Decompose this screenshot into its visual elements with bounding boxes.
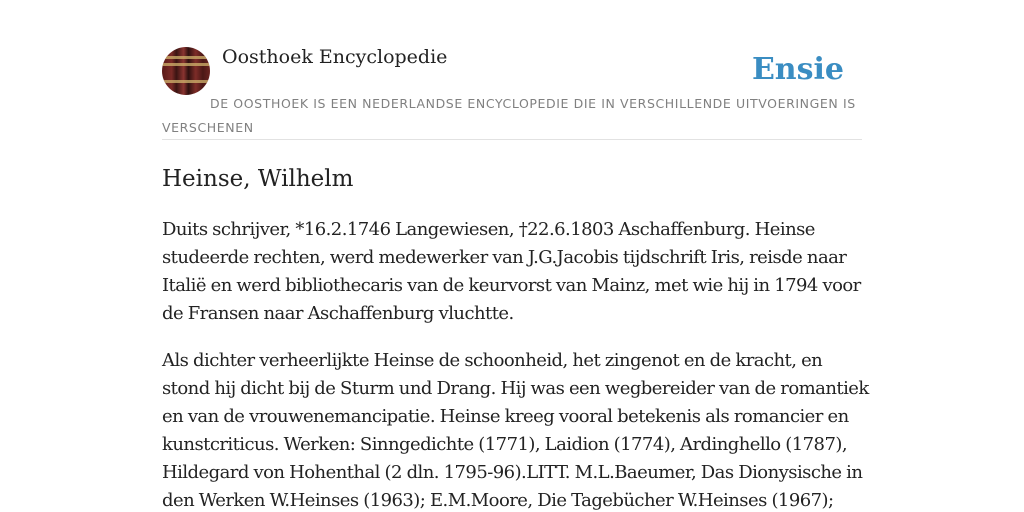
text-line: stond hij dicht bij de Sturm und Drang. Hij was een wegbereider van de romantiek [162,378,869,399]
header-divider [162,139,862,140]
text-line: de Fransen naar Aschaffenburg vluchtte. [162,303,514,324]
text-line: en van de vrouwenemancipatie. Heinse kreeg vooral betekenis als romancier en [162,406,849,427]
text-line: Hildegard von Hohenthal (2 dln. 1795-96).LITT. M.L.Baeumer, Das Dionysische in [162,462,863,483]
text-line: kunstcriticus. Werken: Sinngedichte (1771), Laidion (1774), Ardinghello (1787), [162,434,847,455]
text-line: studeerde rechten, werd medewerker van J.G.Jacobis tijdschrift Iris, reisde naar [162,247,847,268]
text-line: Duits schrijver, *16.2.1746 Langewiesen, †22.6.1803 Aschaffenburg. Heinse [162,219,815,240]
article-paragraph-2 [162,347,869,512]
book-spine-band [162,56,210,59]
text-line: Italië en werd bibliothecaris van de keurvorst van Mainz, met wie hij in 1794 voor [162,275,861,296]
text-line: den Werken W.Heinses (1963); E.M.Moore, Die Tagebücher W.Heinses (1967); [162,490,834,511]
article-paragraph-1 [162,216,862,328]
encyclopedia-books-avatar[interactable] [162,47,210,95]
book-spine-band [162,63,210,66]
text-line: Als dichter verheerlijkte Heinse de schoonheid, het zingenot en de kracht, en [162,350,823,371]
article-title: Heinse, Wilhelm [162,166,354,192]
ensie-logo[interactable]: Ensie [751,52,844,87]
site-name-link[interactable]: Oosthoek Encyclopedie [222,46,448,68]
book-spine-band [162,80,210,83]
article [162,160,869,512]
site-tagline: DE OOSTHOEK IS EEN NEDERLANDSE ENCYCLOPEDIE DIE IN VERSCHILLENDE UITVOERINGEN IS VERSCHENEN [162,96,856,135]
